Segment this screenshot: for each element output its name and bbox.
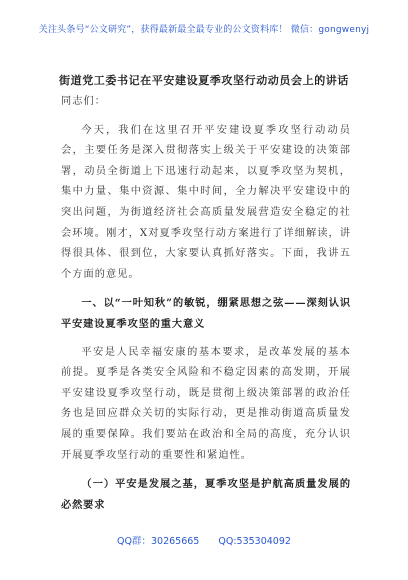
- footer-qq-group: QQ群：30265665: [117, 536, 200, 547]
- intro-paragraph: 今天，我们在这里召开平安建设夏季攻坚行动动员会，主要任务是深入贯彻落实上级关于平安建设的决策部署，动员全街道上下迅速行动起来，以夏季攻坚为契机，集中力量、集中资源、集中时间，全力解决平安建设中的突出问题，为街道经济社会高质量发展营造安全稳定的社会环境。刚才，X对夏季攻坚行动方案进行了详细解读，讲得很具体、很到位，大家要认真抓好落实。下面，我讲五个方面的意见。: [61, 124, 351, 280]
- footer-qq: QQ:535304092: [218, 536, 291, 547]
- document-body: [61, 92, 351, 515]
- section-heading-1: 一、以“一叶知秋”的敏锐，绷紧思想之弦——深刻认识平安建设夏季攻坚的重大意义: [61, 297, 351, 330]
- footer-contact: [0, 533, 408, 547]
- section-paragraph-1: 平安是人民幸福安康的基本要求，是改革发展的基本前提。夏季是各类安全风险和不稳定因素的高发期，开展平安建设夏季攻坚行动，既是贯彻上级决策部署的政治任务也是回应群众关切的实际行动，更是推动街道高质量发展的重要保障。我们要站在政治和全局的高度，充分认识开展夏季攻坚行动的重要性和紧迫性。: [61, 346, 351, 461]
- salutation: 同志们：: [61, 96, 106, 107]
- document-title: 街道党工委书记在平安建设夏季攻坚行动动员会上的讲话: [59, 74, 349, 87]
- header-promo-text: 关注头条号“公文研究”，获得最新最全最专业的公文资料库！ 微信：gongwenyj: [38, 25, 370, 35]
- subsection-heading-1: （一）平安是发展之基，夏季攻坚是护航高质量发展的必然要求: [61, 478, 351, 511]
